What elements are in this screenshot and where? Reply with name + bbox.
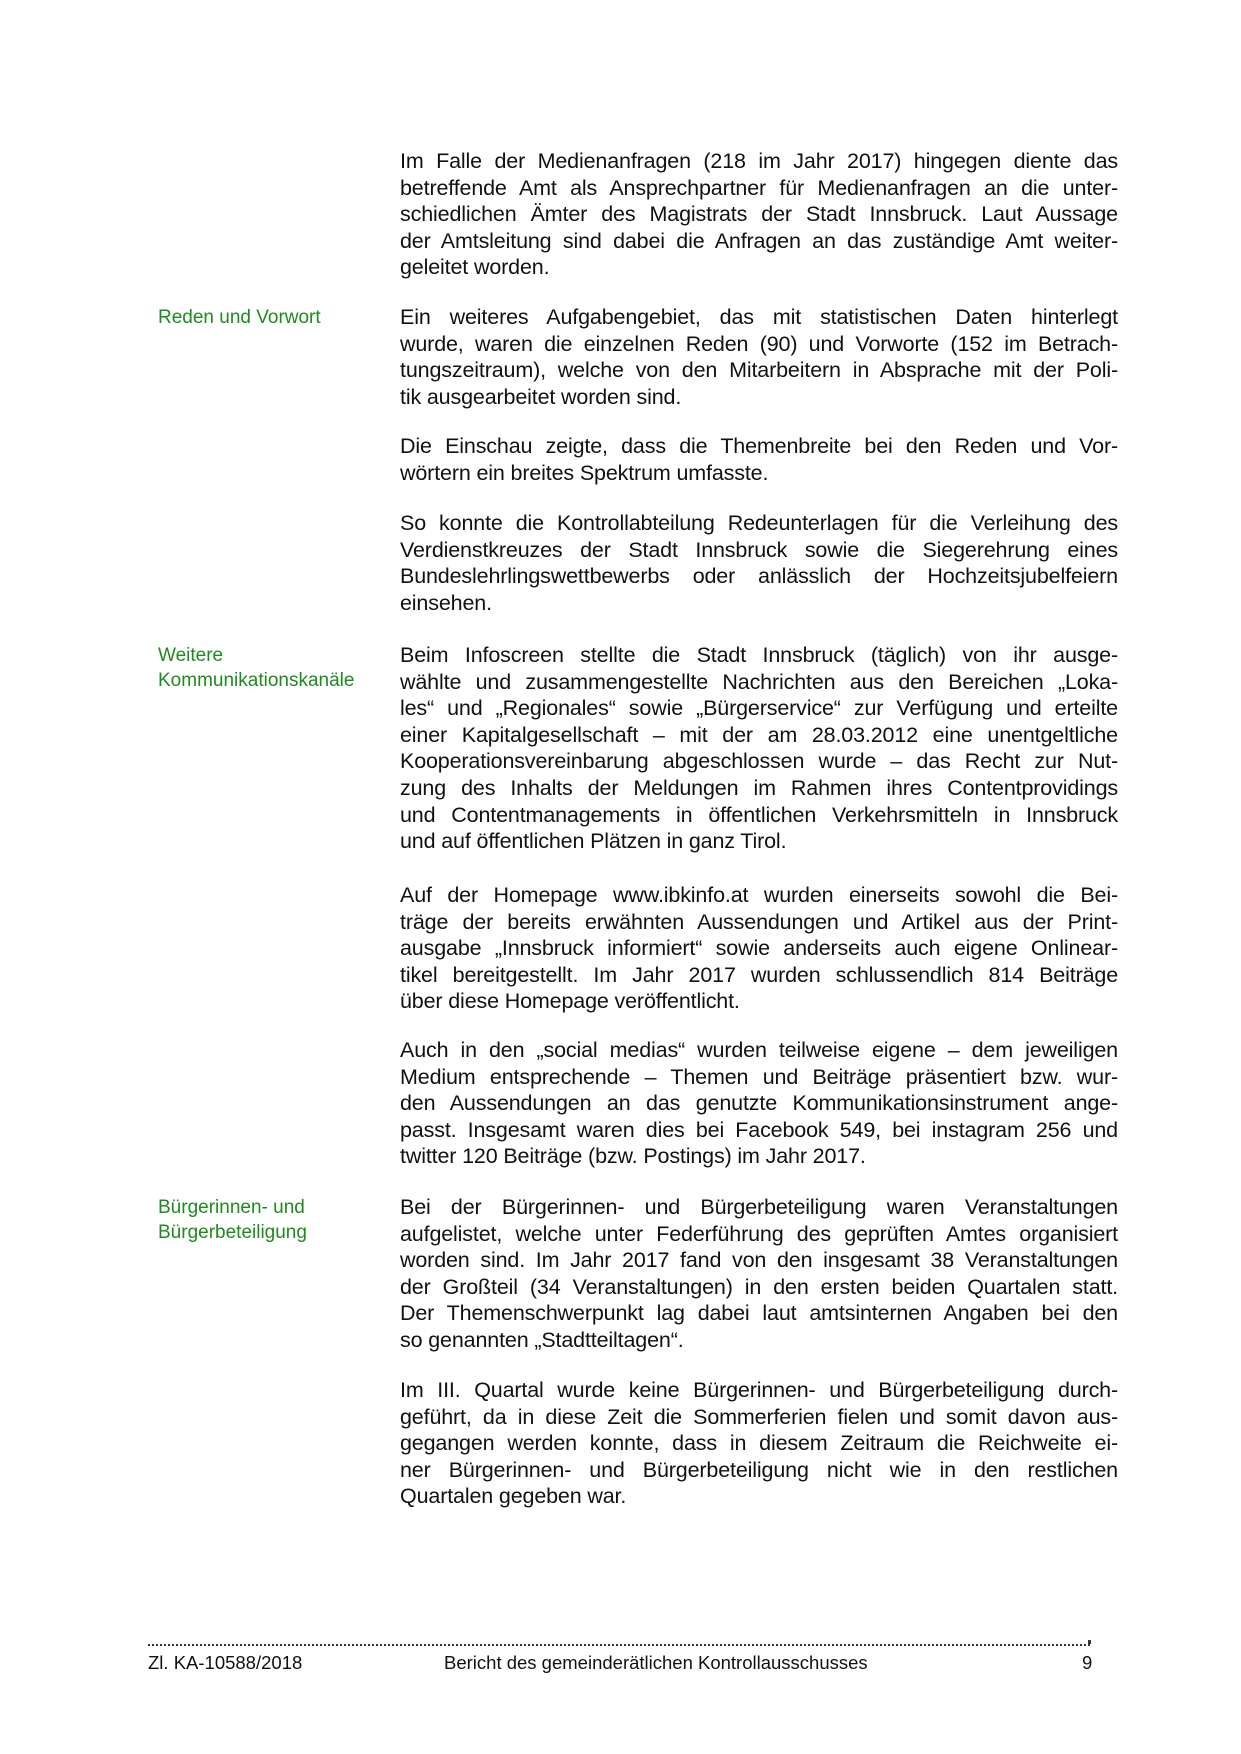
margin-note-buergerbeteiligung	[158, 1195, 378, 1245]
text-line: Beim Infoscreen stellte die Stadt Innsbruck (täglich) von ihr ausge-	[400, 643, 1118, 667]
paragraph-medienanfragen	[400, 148, 1118, 281]
text-line: geführt, da in diese Zeit die Sommerferien fielen und somit davon aus-	[400, 1404, 1118, 1429]
text-line: Im Falle der Medienanfragen (218 im Jahr 2017) hingegen diente das	[400, 149, 1118, 173]
text-line: der Großteil (34 Veranstaltungen) in den ersten beiden Quartalen statt.	[400, 1274, 1118, 1299]
margin-note-weitere-kommunikationskanaele	[158, 643, 378, 693]
footer-page-number: 9	[1082, 1652, 1093, 1673]
text-line: über diese Homepage veröffentlicht.	[400, 989, 740, 1014]
margin-note-line: Bürgerinnen- und	[158, 1197, 305, 1218]
text-line: Auch in den „social medias“ wurden teilweise eigene – dem jeweiligen	[400, 1038, 1118, 1062]
text-line: so genannten „Stadtteiltagen“.	[400, 1327, 684, 1352]
text-line: den Aussendungen an das genutzte Kommunikationsinstrument ange-	[400, 1091, 1118, 1116]
text-line: tungszeitraum), welche von den Mitarbeitern in Absprache mit der Poli-	[400, 358, 1118, 383]
footer-reference: Zl. KA-10588/2018	[148, 1652, 303, 1673]
text-line: Kooperationsvereinbarung abgeschlossen wurde – das Recht zur Nut-	[400, 749, 1118, 774]
text-line: tikel bereitgestellt. Im Jahr 2017 wurden schlussendlich 814 Beiträge	[400, 962, 1118, 987]
footer-rule-end-mark	[1088, 1640, 1091, 1644]
text-line: Ein weiteres Aufgabengebiet, das mit statistischen Daten hinterlegt	[400, 305, 1118, 329]
text-line: Auf der Homepage www.ibkinfo.at wurden einerseits sowohl die Bei-	[400, 883, 1118, 907]
text-line: der Amtsleitung sind dabei die Anfragen an das zuständige Amt weiter-	[400, 228, 1118, 253]
text-line: träge der bereits erwähnten Aussendungen und Artikel aus der Print-	[400, 909, 1118, 934]
paragraph-buergerbeteiligung	[400, 1194, 1118, 1354]
text-line: les“ und „Regionales“ sowie „Bürgerservice“ zur Verfügung und erteilte	[400, 696, 1118, 721]
text-line: betreffende Amt als Ansprechpartner für Medienanfragen an die unter-	[400, 175, 1118, 200]
margin-note-line: Weitere	[158, 645, 224, 666]
text-line: Quartalen gegeben war.	[400, 1484, 627, 1509]
text-line: ausgabe „Innsbruck informiert“ sowie anderseits auch eigene Onlinear-	[400, 936, 1118, 961]
text-line: Bei der Bürgerinnen- und Bürgerbeteiligung waren Veranstaltungen	[400, 1195, 1118, 1219]
text-line: zung des Inhalts der Meldungen im Rahmen ihres Contentprovidings	[400, 775, 1118, 800]
text-line: Der Themenschwerpunkt lag dabei laut amtsinternen Angaben bei den	[400, 1301, 1118, 1326]
text-line: wörtern ein breites Spektrum umfasste.	[400, 460, 769, 485]
margin-note-line: Kommunikationskanäle	[158, 670, 355, 691]
text-line: wurde, waren die einzelnen Reden (90) und Vorworte (152 im Betrach-	[400, 331, 1118, 356]
text-line: aufgelistet, welche unter Federführung des geprüften Amtes organisiert	[400, 1221, 1118, 1246]
text-line: wählte und zusammengestellte Nachrichten aus den Bereichen „Loka-	[400, 669, 1118, 694]
footer-dotted-rule	[148, 1644, 1090, 1646]
text-line: geleitet worden.	[400, 255, 550, 280]
text-line: worden sind. Im Jahr 2017 fand von den insgesamt 38 Veranstaltungen	[400, 1248, 1118, 1273]
footer-report-title: Bericht des gemeinderätlichen Kontrollausschusses	[444, 1652, 868, 1673]
text-line: twitter 120 Beiträge (bzw. Postings) im Jahr 2017.	[400, 1144, 866, 1169]
text-line: gegangen werden konnte, dass in diesem Zeitraum die Reichweite ei-	[400, 1431, 1118, 1456]
paragraph-redeunterlagen	[400, 510, 1118, 616]
text-line: und Contentmanagements in öffentlichen Verkehrsmitteln in Innsbruck	[400, 802, 1118, 827]
paragraph-einschau	[400, 433, 1118, 486]
paragraph-reden-vorworte	[400, 304, 1118, 410]
text-line: Im III. Quartal wurde keine Bürgerinnen- und Bürgerbeteiligung durch-	[400, 1378, 1118, 1402]
margin-note-line: Bürgerbeteiligung	[158, 1222, 307, 1243]
text-line: Medium entsprechende – Themen und Beiträge präsentiert bzw. wur-	[400, 1064, 1118, 1089]
text-line: Bundeslehrlingswettbewerbs oder anlässlich der Hochzeitsjubelfeiern	[400, 564, 1118, 589]
text-line: Die Einschau zeigte, dass die Themenbreite bei den Reden und Vor-	[400, 434, 1118, 458]
text-line: einer Kapitalgesellschaft – mit der am 28.03.2012 eine unentgeltliche	[400, 722, 1118, 747]
paragraph-infoscreen	[400, 642, 1118, 855]
text-line: einsehen.	[400, 590, 492, 615]
text-line: schiedlichen Ämter des Magistrats der Stadt Innsbruck. Laut Aussage	[400, 202, 1118, 227]
text-line: passt. Insgesamt waren dies bei Facebook 549, bei instagram 256 und	[400, 1117, 1118, 1142]
text-line: und auf öffentlichen Plätzen in ganz Tirol.	[400, 829, 787, 854]
paragraph-social-medias	[400, 1037, 1118, 1170]
text-line: Verdienstkreuzes der Stadt Innsbruck sowie die Siegerehrung eines	[400, 537, 1118, 562]
text-line: tik ausgearbeitet worden sind.	[400, 384, 682, 409]
text-line: ner Bürgerinnen- und Bürgerbeteiligung nicht wie in den restlichen	[400, 1457, 1118, 1482]
margin-note-reden-und-vorwort: Reden und Vorwort	[158, 307, 321, 328]
paragraph-drittes-quartal	[400, 1377, 1118, 1510]
paragraph-homepage	[400, 882, 1118, 1015]
text-line: So konnte die Kontrollabteilung Redeunterlagen für die Verleihung des	[400, 511, 1118, 535]
